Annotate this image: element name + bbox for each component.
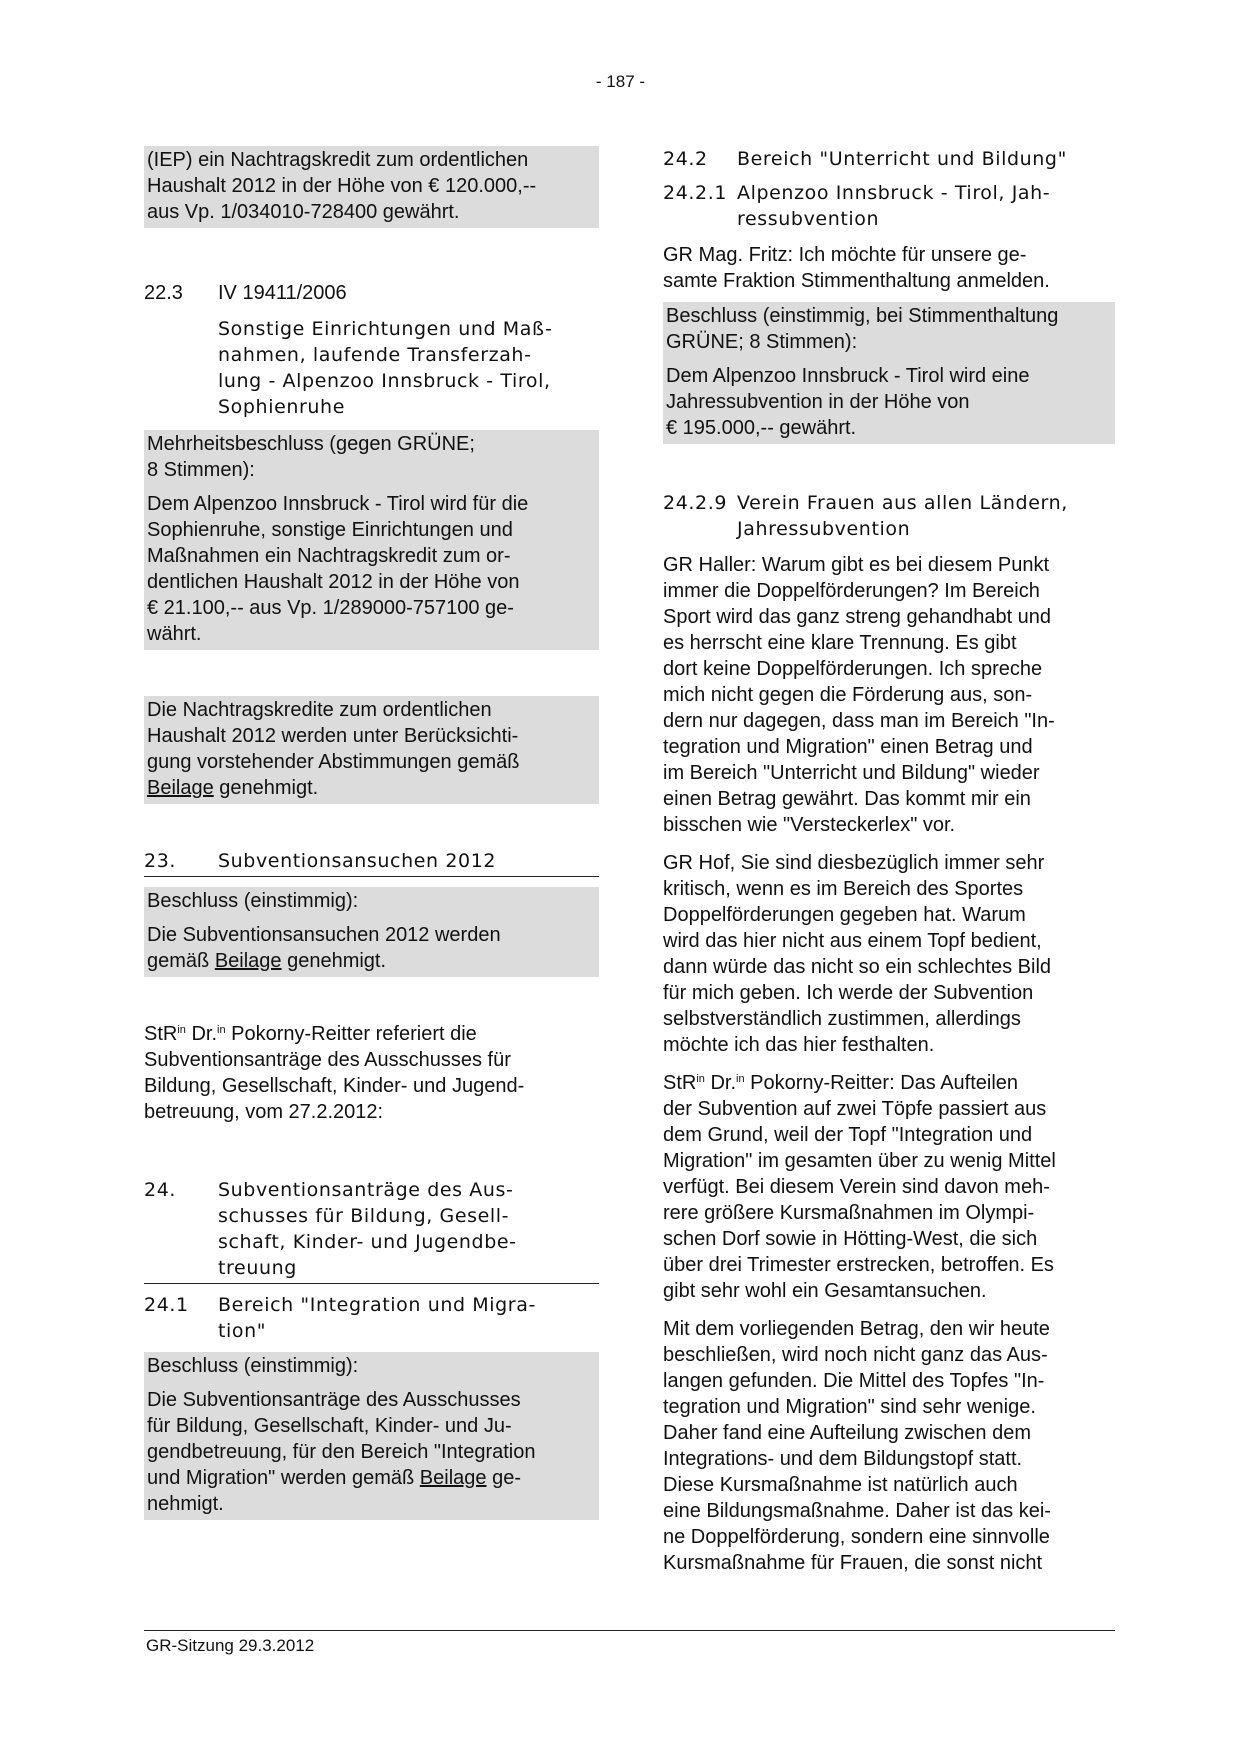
text-line: dern nur dagegen, dass man im Bereich "In- [663,710,1055,732]
text-fragment: Dr. [185,1023,218,1045]
superscript: in [696,1073,705,1085]
text-line: über drei Trimester erstrecken, betroffen. Es [663,1254,1054,1276]
text-line: Sport wird das ganz streng gehandhabt und [663,606,1052,628]
resolution-box-iep [144,146,599,228]
resolution-box-22-3 [144,430,599,650]
text-line: Bildung, Gesellschaft, Kinder- und Jugend- [144,1075,525,1097]
paragraph-pokorny-intro [144,1021,599,1125]
text-line: dentlichen Haushalt 2012 in der Höhe von [147,571,520,593]
text-line: kritisch, wenn es im Bereich des Sportes [663,878,1024,900]
text-fragment: ge- [486,1467,521,1489]
text-line: Daher fand eine Aufteilung zwischen dem [663,1422,1032,1444]
section-number: 24.2 [663,148,708,170]
resolution-box-23 [144,887,599,977]
text-line: für Bildung, Gesellschaft, Kinder- und Ju- [147,1415,512,1437]
footer-divider [144,1630,1115,1631]
title-line: treuung [218,1257,297,1279]
section-24-heading [144,1177,599,1284]
text-line: einen Betrag gewährt. Das kommt mir ein [663,788,1031,810]
resolution-head: Mehrheitsbeschluss (gegen GRÜNE; [147,433,475,455]
text-fragment: StR [663,1072,697,1094]
text-fragment: gemäß [147,950,215,972]
text-line: GR Hof, Sie sind diesbezüglich immer sehr [663,852,1045,874]
title-line: nahmen, laufende Transferzah- [218,344,532,366]
left-column [144,146,599,1520]
text-line: für mich geben. Ich werde der Subvention [663,982,1034,1004]
beilage-link[interactable]: Beilage [147,777,214,799]
text-line: langen gefunden. Die Mittel des Topfes "In- [663,1370,1045,1392]
section-number: 24.2.1 [663,182,728,204]
right-column [663,146,1115,1576]
text-fragment: und Migration" werden gemäß [147,1467,420,1489]
text-line: € 21.100,-- aus Vp. 1/289000-757100 ge- [147,597,514,619]
section-22-3-title [144,316,599,420]
text-line: immer die Doppelförderungen? Im Bereich [663,580,1040,602]
text-line: betreuung, vom 27.2.2012: [144,1101,384,1123]
text-line: Doppelförderungen gegeben hat. Warum [663,904,1026,926]
title-line: lung - Alpenzoo Innsbruck - Tirol, [218,370,551,392]
paragraph-pokorny-reply [663,1070,1115,1304]
section-24-2-9-heading [663,490,1115,542]
text-line: Integrations- und dem Bildungstopf statt. [663,1448,1023,1470]
paragraph-pokorny-continued [663,1316,1115,1576]
section-number: 24.1 [144,1294,189,1316]
text-line: dort keine Doppelförderungen. Ich spreche [663,658,1043,680]
text-line: samte Fraktion Stimmenthaltung anmelden. [663,270,1050,292]
text-fragment: Pokorny-Reitter referiert die [225,1023,477,1045]
section-24-2-1-heading [663,180,1115,232]
text-line [147,948,596,974]
resolution-box-24-1 [144,1352,599,1520]
text-line: Subventionsanträge des Ausschusses für [144,1049,511,1071]
text-line: GR Haller: Warum gibt es bei diesem Punkt [663,554,1050,576]
text-line: schen Dorf sowie in Hötting-West, die sich [663,1228,1038,1250]
resolution-head: Beschluss (einstimmig): [147,1355,359,1377]
beilage-link[interactable]: Beilage [214,950,282,972]
text-fragment: Pokorny-Reitter: Das Aufteilen [744,1072,1019,1094]
text-line: Haushalt 2012 werden unter Berücksichti- [147,725,519,747]
text-line: beschließen, wird noch nicht ganz das Aus- [663,1344,1048,1366]
text-line: wird das hier nicht aus einem Topf bedient, [663,930,1042,952]
text-line: Die Subventionsanträge des Ausschusses [147,1389,521,1411]
text-line: verfügt. Bei diesem Verein sind davon meh- [663,1176,1050,1198]
text-line [147,775,596,801]
section-number: 23. [144,850,177,872]
text-line: es herrscht eine klare Trennung. Es gibt [663,632,1017,654]
section-22-3-heading [144,280,599,306]
text-line: bisschen wie "Versteckerlex" vor. [663,814,956,836]
resolution-head: Beschluss (einstimmig, bei Stimmenthaltung [666,305,1059,327]
superscript: in [736,1073,745,1085]
section-number: 24. [144,1179,177,1201]
text-line: währt. [147,623,202,645]
text-line: Migration" im gesamten über zu wenig Mittel [663,1150,1056,1172]
section-number: 22.3 [144,282,183,304]
text-line: aus Vp. 1/034010-728400 gewährt. [147,201,460,223]
text-line: Haushalt 2012 in der Höhe von € 120.000,-- [147,175,537,197]
text-fragment: Dr. [704,1072,737,1094]
text-line: tegration und Migration" sind sehr wenige. [663,1396,1036,1418]
text-line [147,1465,596,1491]
text-line: Die Subventionsansuchen 2012 werden [147,924,501,946]
text-line: (IEP) ein Nachtragskredit zum ordentlichen [147,149,529,171]
section-24-2-heading [663,146,1115,172]
text-line: gendbetreuung, für den Bereich "Integration [147,1441,536,1463]
title-line: schaft, Kinder- und Jugendbe- [218,1231,517,1253]
title-line: Subventionsanträge des Aus- [218,1179,514,1201]
text-fragment: StR [144,1023,178,1045]
page-number: - 187 - [595,72,646,91]
section-number: 24.2.9 [663,492,728,514]
paragraph-fritz [663,242,1115,294]
section-23-heading [144,848,599,877]
text-line: Sophienruhe, sonstige Einrichtungen und [147,519,513,541]
text-line: selbstverständlich zustimmen, allerdings [663,1008,1021,1030]
title-line: Jahressubvention [737,518,911,540]
section-24-1-heading [144,1292,599,1344]
title-line: ressubvention [737,208,880,230]
beilage-link[interactable]: Beilage [419,1467,487,1489]
text-line: Maßnahmen ein Nachtragskredit zum or- [147,545,511,567]
text-line [663,1070,1115,1096]
title-line: tion" [218,1320,267,1342]
resolution-head: 8 Stimmen): [147,459,255,481]
text-fragment: genehmigt. [281,950,387,972]
text-line: Kursmaßnahme für Frauen, die sonst nicht [663,1552,1043,1574]
text-line: im Bereich "Unterricht und Bildung" wieder [663,762,1040,784]
resolution-box-nachtragskredite [144,696,599,804]
text-line: der Subvention auf zwei Töpfe passiert aus [663,1098,1047,1120]
text-line: nehmigt. [147,1493,224,1515]
text-fragment: genehmigt. [213,777,319,799]
text-line: Dem Alpenzoo Innsbruck - Tirol wird eine [666,365,1030,387]
title-line: Sophienruhe [218,396,345,418]
title-line: Sonstige Einrichtungen und Maß- [218,318,553,340]
text-line: dann würde das nicht so ein schlechtes Bild [663,956,1052,978]
text-line: Die Nachtragskredite zum ordentlichen [147,699,492,721]
text-line: mich nicht gegen die Förderung aus, son- [663,684,1033,706]
text-line: möchte ich das hier festhalten. [663,1034,935,1056]
paragraph-hof [663,850,1115,1058]
resolution-head: Beschluss (einstimmig): [147,890,359,912]
text-line: Mit dem vorliegenden Betrag, den wir heute [663,1318,1050,1340]
title-line: Bereich "Integration und Migra- [218,1294,536,1316]
section-title: Bereich "Unterricht und Bildung" [737,148,1067,170]
text-line: rere größere Kursmaßnahmen im Olympi- [663,1202,1035,1224]
text-line: tegration und Migration" einen Betrag und [663,736,1033,758]
text-line: dem Grund, weil der Topf "Integration und [663,1124,1033,1146]
text-line: € 195.000,-- gewährt. [666,417,857,439]
text-line: GR Mag. Fritz: Ich möchte für unsere ge- [663,244,1027,266]
footer-text: GR-Sitzung 29.3.2012 [146,1636,315,1655]
text-line: Diese Kursmaßnahme ist natürlich auch [663,1474,1018,1496]
superscript: in [217,1024,226,1036]
text-line: eine Bildungsmaßnahme. Daher ist das kei- [663,1500,1051,1522]
resolution-box-24-2-1 [663,302,1115,444]
paragraph-haller [663,552,1115,838]
superscript: in [177,1024,186,1036]
text-line: ne Doppelförderung, sondern eine sinnvolle [663,1526,1050,1548]
text-line: Dem Alpenzoo Innsbruck - Tirol wird für die [147,493,529,515]
text-line: Jahressubvention in der Höhe von [666,391,970,413]
text-line: gibt sehr wohl ein Gesamtansuchen. [663,1280,987,1302]
title-line: Verein Frauen aus allen Ländern, [737,492,1068,514]
title-line: Alpenzoo Innsbruck - Tirol, Jah- [737,182,1051,204]
title-line: schusses für Bildung, Gesell- [218,1205,510,1227]
section-title: Subventionsansuchen 2012 [218,850,497,872]
text-line [144,1021,599,1047]
section-reference: IV 19411/2006 [218,282,347,304]
text-line: gung vorstehender Abstimmungen gemäß [147,751,520,773]
resolution-head: GRÜNE; 8 Stimmen): [666,331,858,353]
